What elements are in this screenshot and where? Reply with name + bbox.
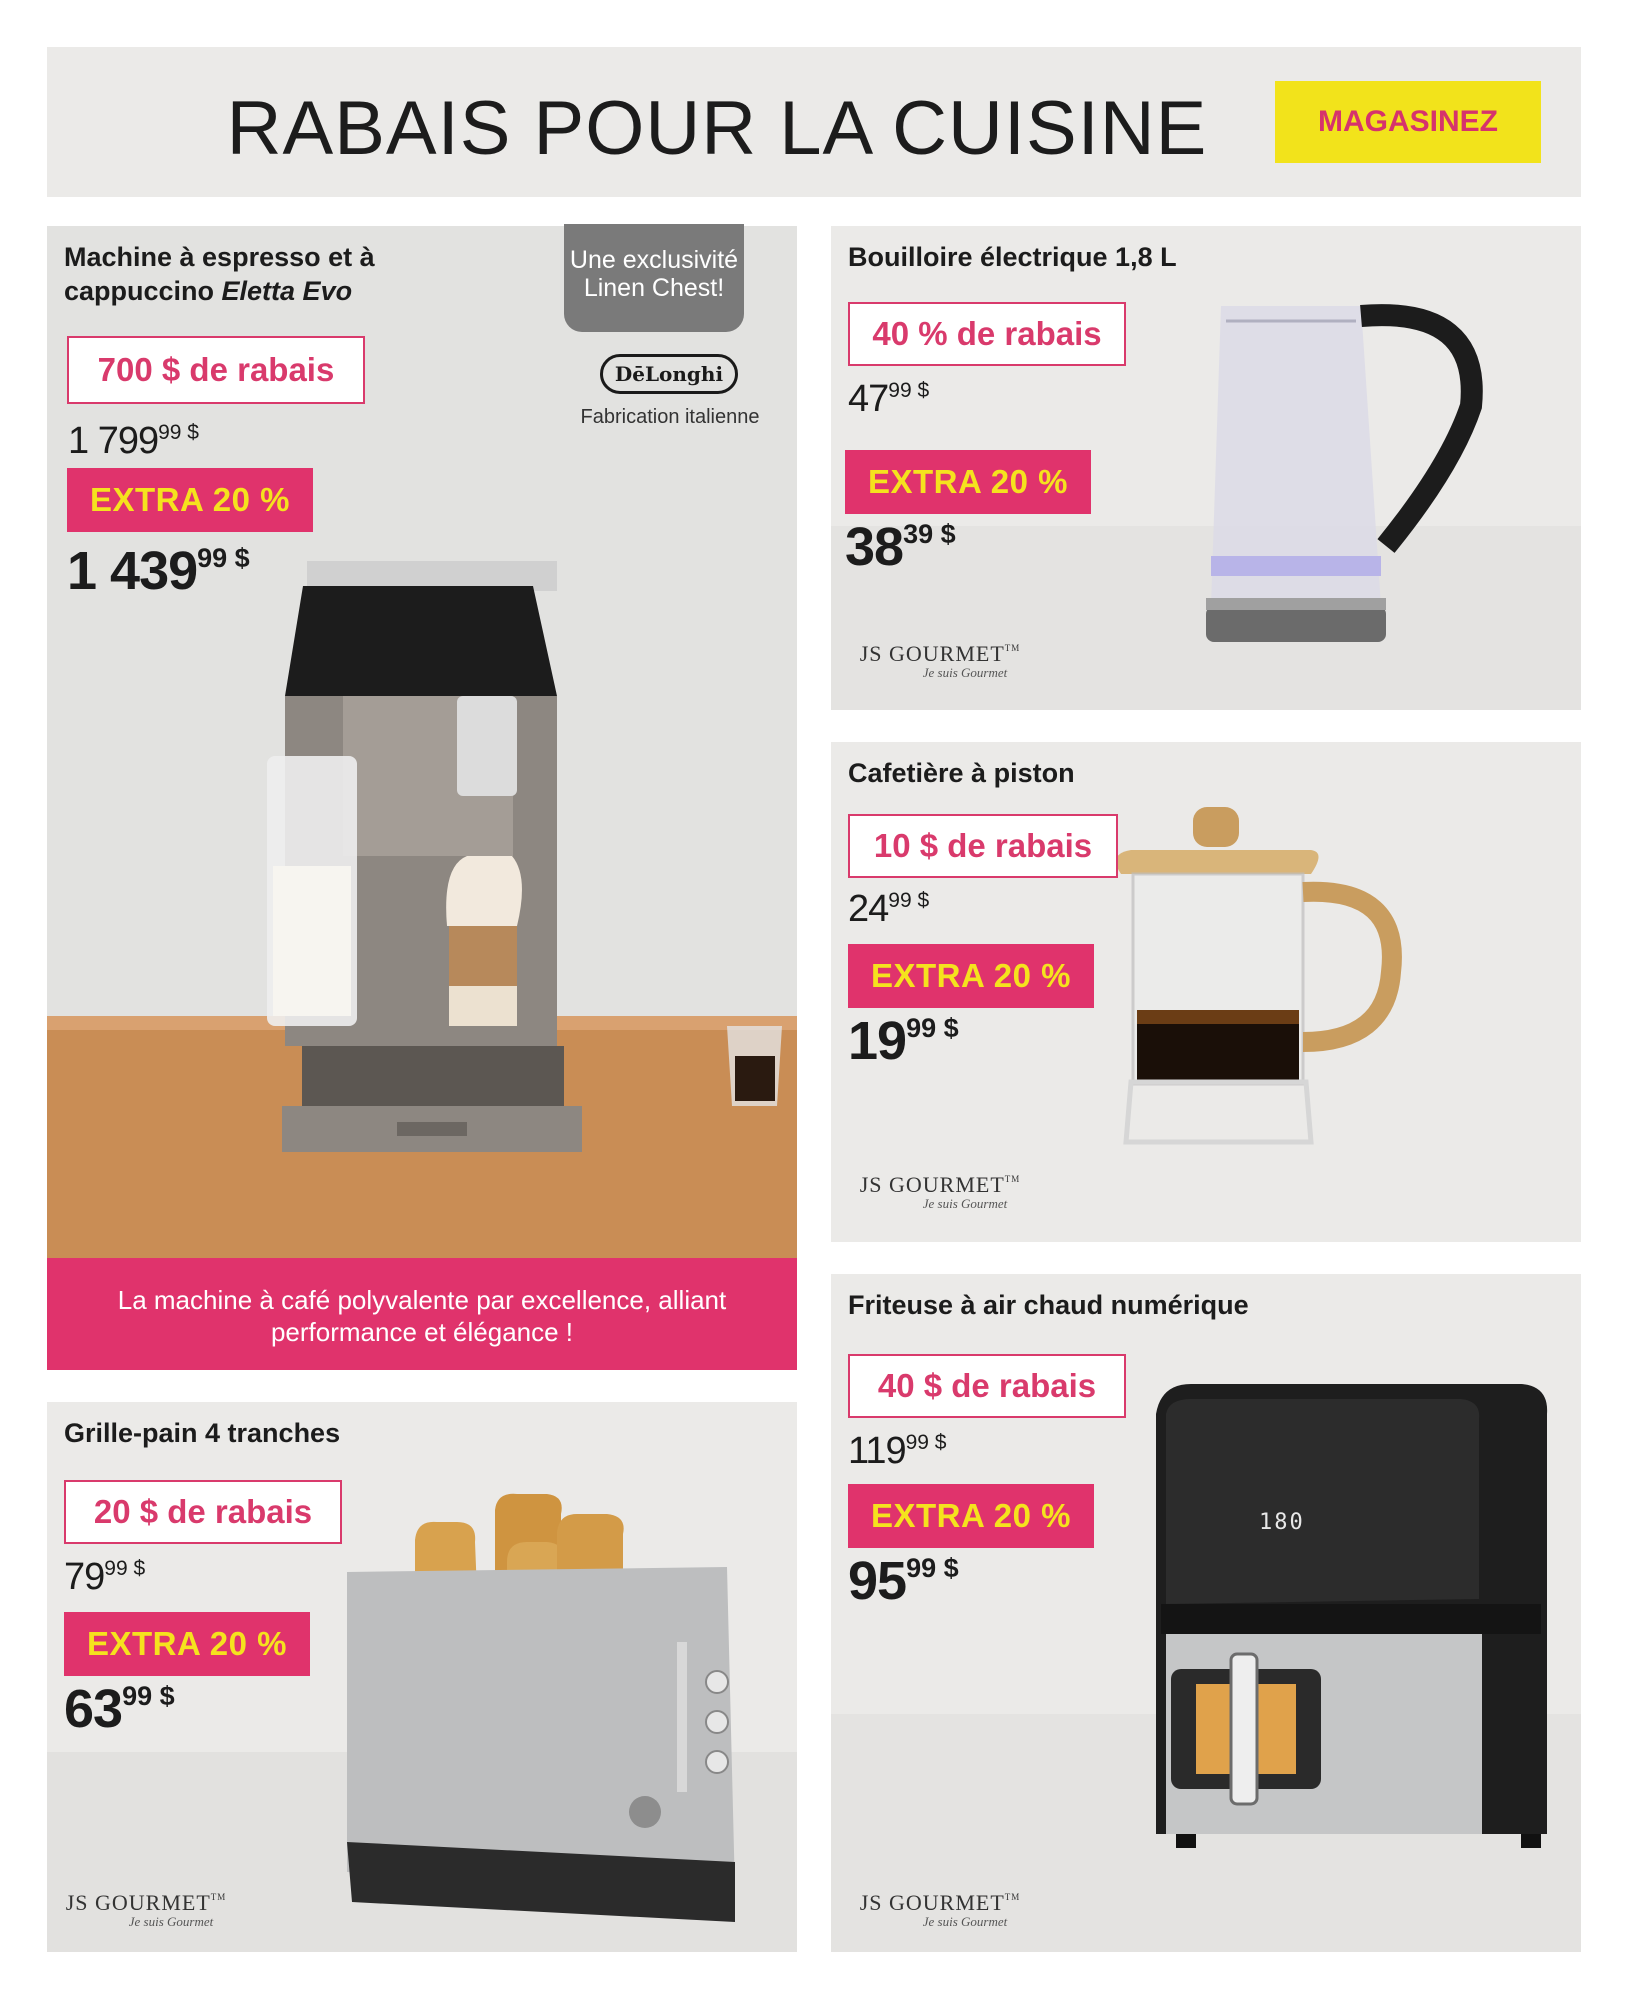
original-price-main: 1 799 bbox=[68, 420, 159, 462]
original-price bbox=[848, 1430, 946, 1473]
product-title: Bouilloire électrique 1,8 L bbox=[848, 242, 1177, 272]
final-price-cents: 99 $ bbox=[197, 543, 250, 573]
discount-badge: 10 $ de rabais bbox=[848, 814, 1118, 878]
extra-discount-badge: EXTRA 20 % bbox=[64, 1612, 310, 1676]
extra-discount-badge: EXTRA 20 % bbox=[848, 1484, 1094, 1548]
final-price bbox=[848, 1550, 959, 1612]
js-gourmet-logo: JS GOURMET™ Je suis Gourmet bbox=[855, 1172, 1025, 1212]
header-banner bbox=[47, 47, 1581, 197]
original-price-cents: 99 $ bbox=[104, 1557, 146, 1580]
js-gourmet-logo: JS GOURMET™ Je suis Gourmet bbox=[855, 1890, 1025, 1930]
final-price-main: 63 bbox=[64, 1679, 123, 1739]
product-title: Grille-pain 4 tranches bbox=[64, 1418, 341, 1448]
exclusive-badge: Une exclusivité Linen Chest! bbox=[564, 224, 744, 332]
final-price-main: 19 bbox=[848, 1011, 907, 1071]
final-price-cents: 99 $ bbox=[122, 1681, 175, 1711]
brand-name: JS GOURMET bbox=[65, 1890, 211, 1915]
tagline-banner: La machine à café polyvalente par excellence, alliant performance et élégance ! bbox=[47, 1258, 797, 1370]
discount-badge: 700 $ de rabais bbox=[67, 336, 365, 404]
final-price-cents: 99 $ bbox=[906, 1553, 959, 1583]
final-price bbox=[64, 1678, 175, 1740]
brand-tagline: Je suis Gourmet bbox=[922, 1914, 1008, 1929]
brand-tagline: Je suis Gourmet bbox=[922, 665, 1008, 680]
extra-discount-badge: EXTRA 20 % bbox=[845, 450, 1091, 514]
brand-tagline: Je suis Gourmet bbox=[128, 1914, 214, 1929]
original-price bbox=[848, 888, 929, 931]
original-price-cents: 99 $ bbox=[888, 889, 930, 912]
title-line-2: cappuccino bbox=[64, 276, 222, 306]
original-price-cents: 99 $ bbox=[158, 421, 199, 444]
brand-name: JS GOURMET bbox=[859, 1890, 1005, 1915]
original-price bbox=[64, 1556, 145, 1599]
brand-name: JS GOURMET bbox=[859, 641, 1005, 666]
original-price-main: 24 bbox=[848, 888, 889, 930]
product-title: Friteuse à air chaud numérique bbox=[848, 1290, 1249, 1320]
final-price bbox=[67, 540, 250, 602]
page-title: RABAIS POUR LA CUISINE bbox=[226, 86, 1208, 171]
js-gourmet-logo: JS GOURMET™ Je suis Gourmet bbox=[855, 641, 1025, 681]
original-price-main: 119 bbox=[848, 1430, 906, 1472]
delonghi-logo: DēLonghi bbox=[600, 354, 738, 394]
shop-button[interactable]: MAGASINEZ bbox=[1275, 81, 1541, 163]
product-title: Cafetière à piston bbox=[848, 758, 1075, 788]
final-price-cents: 39 $ bbox=[903, 519, 956, 549]
title-line-1: Machine à espresso et à bbox=[64, 242, 375, 272]
original-price-cents: 99 $ bbox=[905, 1431, 947, 1454]
made-in-label: Fabrication italienne bbox=[580, 406, 760, 428]
product-title bbox=[64, 240, 375, 308]
original-price bbox=[68, 420, 199, 463]
brand-tagline: Je suis Gourmet bbox=[922, 1196, 1008, 1211]
brand-name: JS GOURMET bbox=[859, 1172, 1005, 1197]
extra-discount-badge: EXTRA 20 % bbox=[67, 468, 313, 532]
kettle-card[interactable] bbox=[831, 226, 1581, 710]
original-price-cents: 99 $ bbox=[888, 379, 930, 402]
extra-discount-badge: EXTRA 20 % bbox=[848, 944, 1094, 1008]
final-price bbox=[848, 1010, 959, 1072]
original-price-main: 47 bbox=[848, 378, 889, 420]
toaster-card[interactable] bbox=[47, 1402, 797, 1952]
air-fryer-card[interactable] bbox=[831, 1274, 1581, 1952]
final-price bbox=[845, 516, 956, 578]
final-price-cents: 99 $ bbox=[906, 1013, 959, 1043]
final-price-main: 95 bbox=[848, 1551, 907, 1611]
title-model-name: Eletta Evo bbox=[221, 276, 353, 306]
final-price-main: 38 bbox=[845, 517, 904, 577]
discount-badge: 40 $ de rabais bbox=[848, 1354, 1126, 1418]
original-price bbox=[848, 378, 929, 421]
final-price-main: 1 439 bbox=[67, 541, 198, 601]
discount-badge: 40 % de rabais bbox=[848, 302, 1126, 366]
discount-badge: 20 $ de rabais bbox=[64, 1480, 342, 1544]
temperature-display: 180 bbox=[1259, 1510, 1305, 1535]
original-price-main: 79 bbox=[64, 1556, 105, 1598]
js-gourmet-logo: JS GOURMET™ Je suis Gourmet bbox=[61, 1890, 231, 1930]
french-press-card[interactable] bbox=[831, 742, 1581, 1242]
